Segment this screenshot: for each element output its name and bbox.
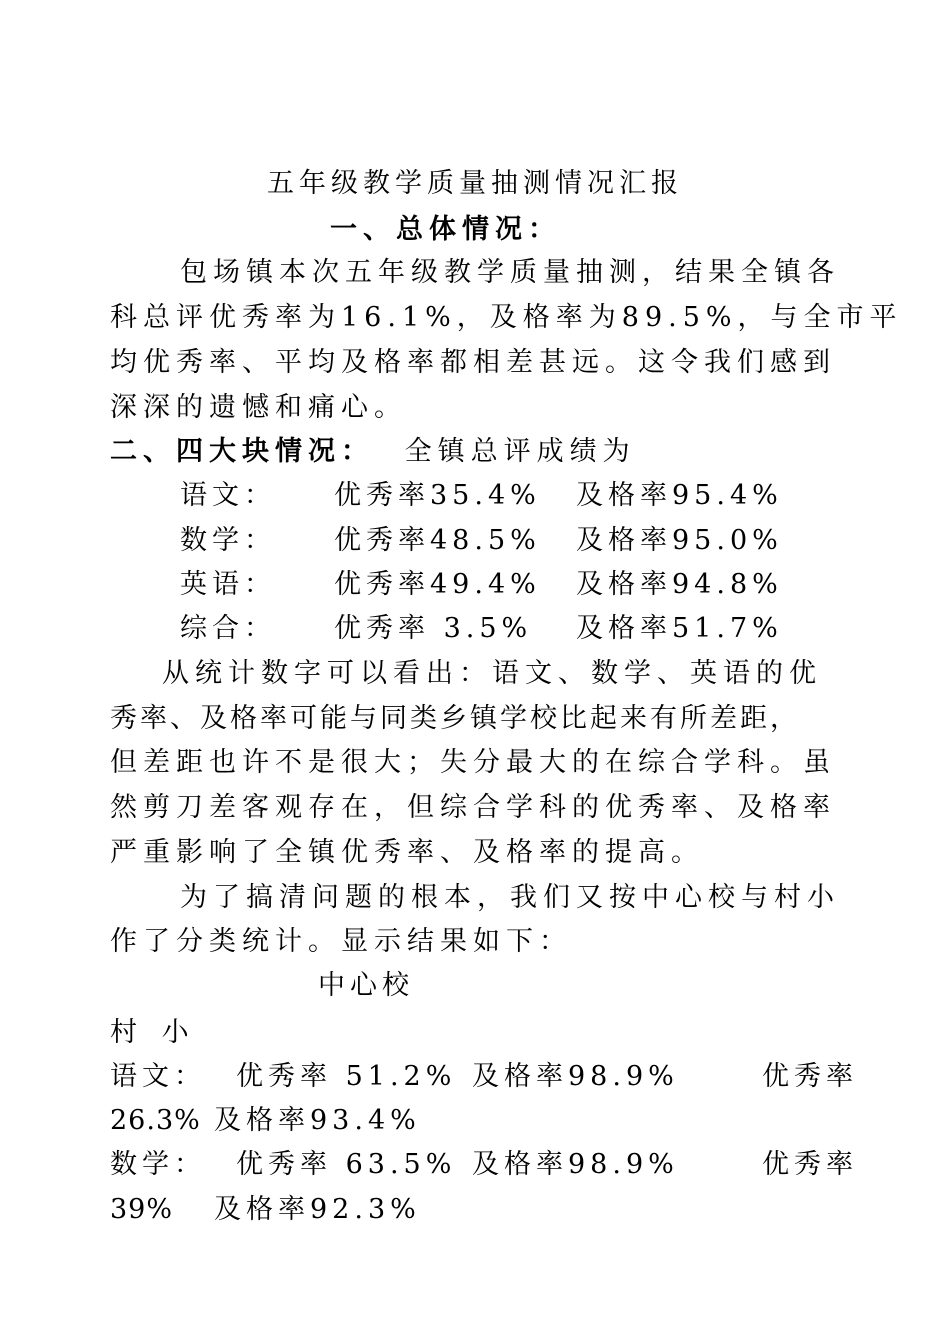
summary-excellent: 优秀率35.4% [334,480,541,511]
summary-pass: 及格率51.7% [576,613,783,644]
analysis-line: 严重影响了全镇优秀率、及格率的提高。 [110,837,704,868]
analysis-line: 秀率、及格率可能与同类乡镇学校比起来有所差距， [110,703,800,734]
page-title: 五年级教学质量抽测情况汇报 [267,168,683,199]
section1-paragraph-line: 包场镇本次五年级教学质量抽测，结果全镇各 [180,257,840,288]
section1-paragraph-line: 科总评优秀率为16.1%，及格率为89.5%，与全市平 [110,302,903,333]
summary-excellent: 优秀率49.4% [334,569,541,600]
breakdown-village-pass: 及格率93.4% [214,1105,421,1136]
summary-subject: 数学： [180,525,276,556]
analysis-line: 从统计数字可以看出：语文、数学、英语的优 [162,658,822,689]
summary-subject: 英语： [180,569,276,600]
summary-pass: 及格率95.0% [576,525,783,556]
breakdown-village-excellent-label: 优秀率 [762,1061,858,1092]
village-school-label: 村 小 [110,1017,197,1048]
breakdown-village-excellent-value: 26.3% [110,1105,201,1136]
analysis-line: 然剪刀差客观存在，但综合学科的优秀率、及格率 [110,792,836,823]
breakdown-village-pass: 及格率92.3% [214,1194,421,1225]
breakdown-center-excellent: 优秀率 51.2% [236,1061,457,1092]
summary-pass: 及格率95.4% [576,480,783,511]
summary-subject: 综合： [180,613,276,644]
breakdown-subject: 数学： [110,1149,206,1180]
section2-heading: 二、四大块情况： [110,436,374,467]
breakdown-center-excellent: 优秀率 63.5% [236,1149,457,1180]
section1-paragraph-line: 深深的遗憾和痛心。 [110,392,407,423]
summary-excellent: 优秀率 3.5% [334,613,533,644]
followup-line: 为了搞清问题的根本，我们又按中心校与村小 [180,882,840,913]
breakdown-center-pass: 及格率98.9% [472,1061,679,1092]
breakdown-village-excellent-label: 优秀率 [762,1149,858,1180]
breakdown-center-pass: 及格率98.9% [472,1149,679,1180]
summary-excellent: 优秀率48.5% [334,525,541,556]
section1-paragraph-line: 均优秀率、平均及格率都相差甚远。这令我们感到 [110,347,836,378]
breakdown-village-excellent-value: 39% [110,1194,174,1225]
summary-subject: 语文： [180,480,276,511]
center-school-label: 中心校 [318,970,414,1001]
followup-line: 作了分类统计。显示结果如下： [110,926,572,957]
section2-heading-note: 全镇总评成绩为 [404,436,636,467]
analysis-line: 但差距也许不是很大；失分最大的在综合学科。虽 [110,747,836,778]
section1-heading: 一、总体情况： [330,214,561,245]
breakdown-subject: 语文： [110,1061,206,1092]
summary-pass: 及格率94.8% [576,569,783,600]
section2-heading-row [110,430,860,474]
